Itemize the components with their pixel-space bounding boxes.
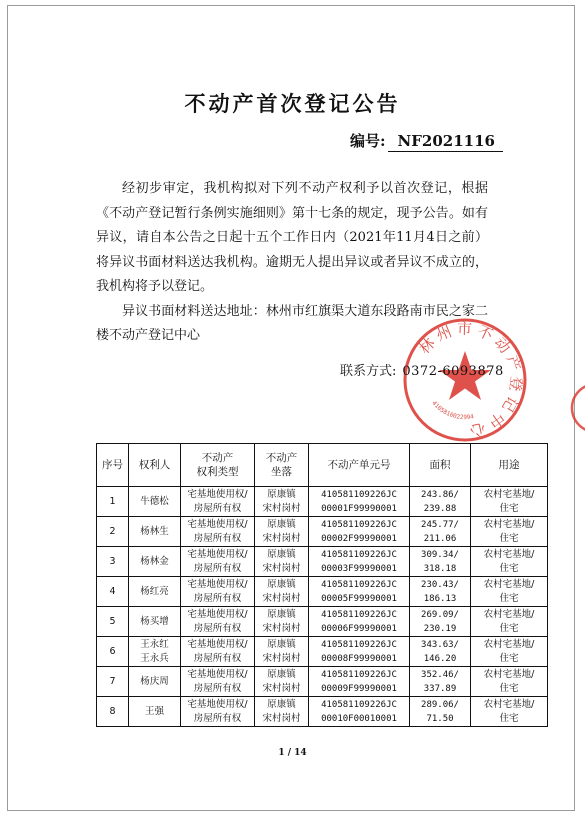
cell-text-line: 住宅 [499, 682, 519, 694]
cell-number [97, 667, 129, 697]
cell-text-line: 239.88 [423, 503, 457, 514]
cell-text-line: 房屋所有权 [193, 712, 242, 724]
document-title: 不动产首次登记公告 [184, 92, 401, 116]
cell-owner [129, 607, 181, 637]
cell-text-line: 农村宅基地/ [483, 638, 535, 650]
cell-usage [471, 607, 548, 637]
cell-text-line: 住宅 [499, 652, 519, 664]
cell-text-line: 410581109226JC [321, 549, 397, 560]
cell-owner [129, 517, 181, 547]
cell-text-line: 410581109226JC [321, 579, 397, 590]
cell-text-line: 住宅 [499, 712, 519, 724]
cell-text-line: 309.34/ [421, 549, 459, 560]
cell-location [255, 487, 309, 517]
seal-text: 林州市不动产登记中心 [415, 319, 526, 441]
cell-location [255, 517, 309, 547]
cell-text-line: 71.50 [426, 713, 454, 724]
cell-text-line: 186.13 [423, 593, 457, 604]
contact-info [340, 360, 504, 379]
table-header-col-unit-number [309, 444, 410, 487]
cell-text-line: 243.86/ [421, 489, 459, 500]
cell-text-line: 410581109226JC [321, 489, 397, 500]
cell-text-line: 6 [109, 645, 116, 657]
contact-label: 联系方式: [340, 364, 397, 379]
cell-text-line: 7 [109, 675, 116, 687]
cell-unit-number [309, 697, 410, 727]
cell-text-line: 宅基地使用权/ [187, 578, 248, 590]
cell-owner [129, 547, 181, 577]
header-label-line: 权利人 [138, 459, 171, 471]
table-header-col-area [410, 444, 471, 487]
cell-owner [129, 577, 181, 607]
header-label-line: 面积 [429, 459, 451, 471]
table-header-col-location [255, 444, 309, 487]
cell-unit-number [309, 487, 410, 517]
cell-text-line: 住宅 [499, 622, 519, 634]
cell-location [255, 577, 309, 607]
cell-unit-number [309, 667, 410, 697]
cell-location [255, 547, 309, 577]
cell-unit-number [309, 637, 410, 667]
cell-text-line: 宋村岗村 [262, 682, 301, 694]
cell-unit-number [309, 517, 410, 547]
cell-text-line: 宋村岗村 [262, 652, 301, 664]
cell-owner [129, 667, 181, 697]
cell-number [97, 547, 129, 577]
cell-text-line: 00006F99990001 [321, 623, 397, 634]
cell-text-line: 宋村岗村 [262, 562, 301, 574]
cell-text-line: 农村宅基地/ [483, 578, 535, 590]
cell-text-line: 原康镇 [267, 548, 296, 560]
cell-text-line: 房屋所有权 [193, 562, 242, 574]
cell-text-line: 农村宅基地/ [483, 518, 535, 530]
cell-text-line: 00009F99990001 [321, 683, 397, 694]
cell-text-line: 王永兵 [140, 652, 169, 664]
table-body [97, 487, 548, 727]
cell-usage [471, 577, 548, 607]
table-header-col-right-type [181, 444, 255, 487]
cell-area [410, 487, 471, 517]
cell-number [97, 577, 129, 607]
cell-text-line: 5 [109, 615, 116, 627]
table-header-col-owner [129, 444, 181, 487]
table-header-row [97, 444, 548, 487]
cell-unit-number [309, 607, 410, 637]
cell-area [410, 577, 471, 607]
cell-text-line: 宅基地使用权/ [187, 518, 248, 530]
cell-text-line: 原康镇 [267, 608, 296, 620]
cell-usage [471, 637, 548, 667]
cell-text-line: 410581109226JC [321, 669, 397, 680]
cell-text-line: 牛德松 [140, 495, 169, 507]
document-number-value: NF2021116 [388, 132, 503, 152]
header-label-line: 用途 [498, 459, 520, 471]
cell-text-line: 王强 [144, 705, 164, 717]
cell-text-line: 宋村岗村 [262, 622, 301, 634]
cell-right-type [181, 667, 255, 697]
cell-text-line: 410581109226JC [321, 609, 397, 620]
cell-text-line: 00001F99990001 [321, 503, 397, 514]
cell-number [97, 487, 129, 517]
header-label-line: 不动产单元号 [327, 459, 391, 471]
cell-location [255, 667, 309, 697]
cell-area [410, 547, 471, 577]
cell-area [410, 697, 471, 727]
cell-text-line: 343.63/ [421, 639, 459, 650]
table-header-col-number [97, 444, 129, 487]
header-label-line: 不动产 [201, 452, 234, 464]
cell-text-line: 住宅 [499, 502, 519, 514]
cell-text-line: 杨林金 [140, 555, 169, 567]
cell-text-line: 房屋所有权 [193, 502, 242, 514]
cell-text-line: 原康镇 [267, 668, 296, 680]
table-row [97, 637, 548, 667]
cell-text-line: 原康镇 [267, 488, 296, 500]
cell-unit-number [309, 547, 410, 577]
cell-text-line: 房屋所有权 [193, 532, 242, 544]
table-row [97, 667, 548, 697]
cell-text-line: 农村宅基地/ [483, 488, 535, 500]
cell-text-line: 00008F99990001 [321, 653, 397, 664]
cell-text-line: 00002F99990001 [321, 533, 397, 544]
cell-location [255, 607, 309, 637]
cell-text-line: 337.89 [423, 683, 457, 694]
cell-number [97, 517, 129, 547]
announcement-paragraph-1: 经初步审定，我机构拟对下列不动产权利予以首次登记，根据《不动产登记暂行条例实施细则》第十七条的规定，现予公告。如有异议，请自本公告之日起十五个工作日内（2021年11月4日之前）将异议书面材料送达我机构。逾期无人提出异议或者异议不成立的，我机构将予以登记。 [96, 181, 488, 294]
cell-area [410, 667, 471, 697]
cell-area [410, 637, 471, 667]
cell-owner [129, 697, 181, 727]
cell-text-line: 王永红 [140, 638, 169, 650]
registration-table [96, 443, 548, 727]
cell-text-line: 宅基地使用权/ [187, 668, 248, 680]
official-seal-stamp [400, 315, 530, 445]
cell-text-line: 农村宅基地/ [483, 698, 535, 710]
table-row [97, 547, 548, 577]
cell-right-type [181, 487, 255, 517]
cell-text-line: 住宅 [499, 532, 519, 544]
cell-text-line: 杨红亮 [140, 585, 169, 597]
document-number [350, 130, 503, 152]
cell-text-line: 1 [109, 495, 116, 507]
cell-text-line: 318.18 [423, 563, 457, 574]
cell-text-line: 230.43/ [421, 579, 459, 590]
cell-text-line: 宅基地使用权/ [187, 548, 248, 560]
table-header-col-usage [471, 444, 548, 487]
cell-text-line: 住宅 [499, 592, 519, 604]
cell-right-type [181, 547, 255, 577]
cell-text-line: 房屋所有权 [193, 592, 242, 604]
cell-area [410, 517, 471, 547]
cell-text-line: 00005F99990001 [321, 593, 397, 604]
cell-text-line: 宅基地使用权/ [187, 608, 248, 620]
cell-text-line: 146.20 [423, 653, 457, 664]
cell-text-line: 2 [109, 525, 116, 537]
cell-text-line: 房屋所有权 [193, 652, 242, 664]
cell-number [97, 637, 129, 667]
cell-text-line: 杨庆周 [140, 675, 169, 687]
cell-owner [129, 487, 181, 517]
contact-phone: 0372-6093878 [402, 364, 504, 379]
cell-text-line: 原康镇 [267, 698, 296, 710]
cell-text-line: 00003F99990001 [321, 563, 397, 574]
cell-right-type [181, 637, 255, 667]
cell-usage [471, 667, 548, 697]
cell-text-line: 杨买增 [140, 615, 169, 627]
cell-area [410, 607, 471, 637]
cell-text-line: 原康镇 [267, 518, 296, 530]
cell-text-line: 农村宅基地/ [483, 548, 535, 560]
cell-text-line: 289.06/ [421, 699, 459, 710]
cell-text-line: 宋村岗村 [262, 712, 301, 724]
cell-text-line: 宋村岗村 [262, 592, 301, 604]
header-label-line: 坐落 [271, 466, 292, 478]
cell-text-line: 房屋所有权 [193, 622, 242, 634]
svg-text:4105810022994 [430, 400, 474, 421]
cell-text-line: 245.77/ [421, 519, 459, 530]
table-row [97, 487, 548, 517]
header-label-line: 权利类型 [196, 466, 239, 478]
cell-text-line: 00010F00010001 [321, 713, 397, 724]
page-number: 1 / 14 [278, 748, 307, 758]
cell-owner [129, 637, 181, 667]
cell-text-line: 宅基地使用权/ [187, 698, 248, 710]
cell-text-line: 原康镇 [267, 638, 296, 650]
header-label-line: 序号 [102, 459, 123, 471]
cell-text-line: 宋村岗村 [262, 532, 301, 544]
cell-right-type [181, 697, 255, 727]
table-row [97, 697, 548, 727]
cell-text-line: 原康镇 [267, 578, 296, 590]
table-row [97, 517, 548, 547]
cell-text-line: 410581109226JC [321, 639, 397, 650]
document-number-label: 编号: [350, 132, 386, 150]
cell-text-line: 8 [109, 705, 116, 717]
cell-unit-number [309, 577, 410, 607]
cell-text-line: 269.09/ [421, 609, 459, 620]
cell-text-line: 230.19 [423, 623, 457, 634]
cell-text-line: 宋村岗村 [262, 502, 301, 514]
announcement-paragraph-2: 异议书面材料送达地址：林州市红旗渠大道东段路南市民之家二楼不动产登记中心 [96, 303, 488, 343]
seal-code: 4105810022994 [430, 399, 475, 422]
cell-right-type [181, 577, 255, 607]
cell-text-line: 宅基地使用权/ [187, 488, 248, 500]
cell-text-line: 4 [109, 585, 116, 597]
cell-text-line: 3 [109, 555, 116, 567]
cell-usage [471, 547, 548, 577]
cell-text-line: 211.06 [423, 533, 457, 544]
cell-text-line: 房屋所有权 [193, 682, 242, 694]
cell-text-line: 410581109226JC [321, 519, 397, 530]
cell-usage [471, 517, 548, 547]
cell-number [97, 697, 129, 727]
cell-text-line: 农村宅基地/ [483, 608, 535, 620]
table-row [97, 607, 548, 637]
cell-right-type [181, 607, 255, 637]
cell-right-type [181, 517, 255, 547]
cell-usage [471, 487, 548, 517]
cell-text-line: 宅基地使用权/ [187, 638, 248, 650]
cell-location [255, 697, 309, 727]
cell-text-line: 410581109226JC [321, 699, 397, 710]
header-label-line: 不动产 [265, 452, 298, 464]
partial-seal-stamp [556, 378, 585, 438]
cell-usage [471, 697, 548, 727]
cell-text-line: 杨林生 [140, 525, 169, 537]
cell-text-line: 农村宅基地/ [483, 668, 535, 680]
cell-number [97, 607, 129, 637]
cell-text-line: 352.46/ [421, 669, 459, 680]
cell-text-line: 住宅 [499, 562, 519, 574]
cell-location [255, 637, 309, 667]
table-row [97, 577, 548, 607]
